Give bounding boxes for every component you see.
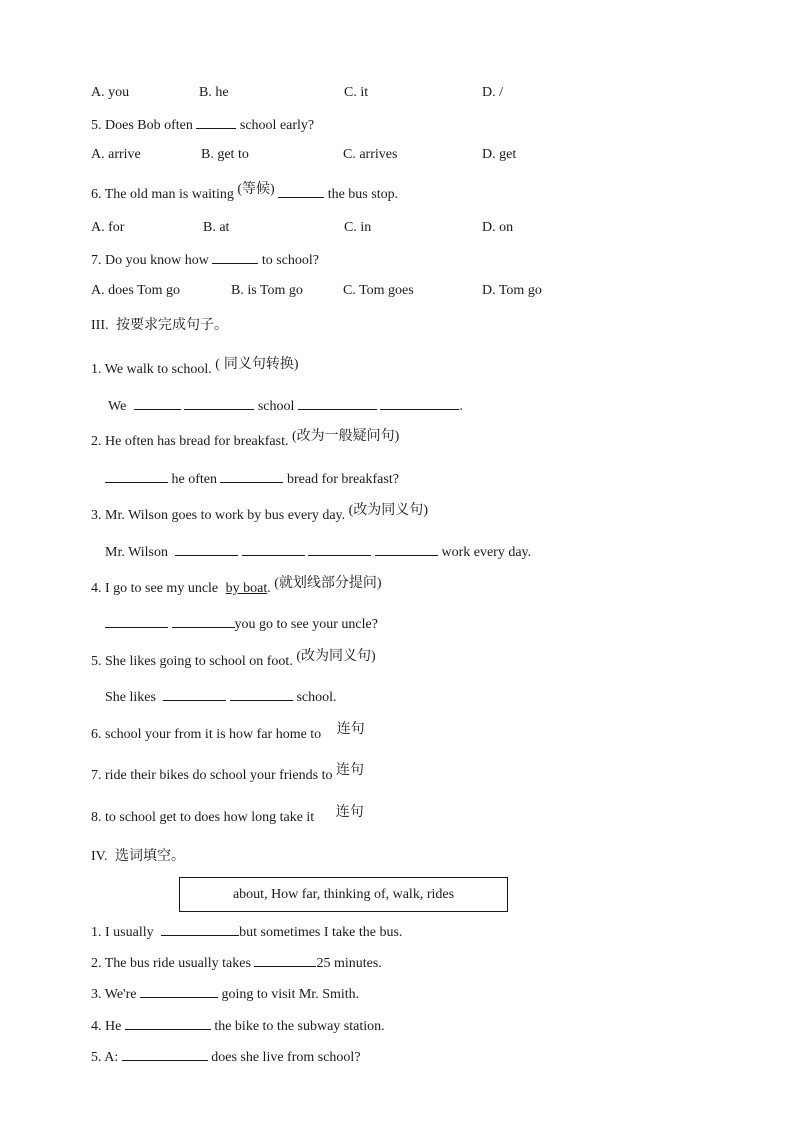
option-a: A. you (91, 85, 130, 100)
option-c: C. it (344, 85, 369, 100)
answer-blank[interactable] (254, 953, 316, 967)
question-text: going to visit Mr. Smith. (221, 987, 360, 1002)
option-b: B. is Tom go (231, 283, 303, 298)
chinese-hint: 改为同义句 (353, 502, 424, 518)
answer-blank[interactable] (163, 687, 226, 701)
answer-word: bread for breakfast? (286, 472, 399, 487)
option-a: A. for (91, 220, 125, 235)
chinese-hint: 连句 (336, 721, 365, 737)
answer-blank[interactable] (175, 542, 238, 556)
chinese-hint: 同义句转换 (223, 356, 294, 372)
section-4-heading (91, 847, 185, 866)
answer-blank[interactable] (172, 614, 235, 628)
chinese-hint: 就划线部分提问 (278, 575, 377, 591)
question-text: 4. He (91, 1019, 122, 1034)
question-6: 6. The old man is waiting (等候) the bus stop. (91, 181, 399, 202)
s3-question-7 (91, 762, 364, 785)
s4-question-1 (91, 922, 402, 942)
answer-blank[interactable] (134, 396, 181, 410)
answer-blank[interactable] (140, 984, 218, 998)
answer-word: Mr. Wilson (105, 545, 168, 560)
answer-blank[interactable] (230, 687, 293, 701)
answer-blank[interactable] (161, 922, 239, 936)
option-d: D. get (482, 147, 517, 162)
question-text: 5. She likes going to school on foot. (91, 654, 293, 669)
question-text: but sometimes I take the bus. (239, 925, 403, 940)
answer-word: She likes (105, 690, 156, 705)
option-b: B. he (199, 85, 229, 100)
question-text: 6. The old man is waiting (91, 187, 234, 202)
answer-blank[interactable] (308, 542, 371, 556)
answer-word: you go to see your uncle? (234, 617, 378, 632)
question-text: 3. Mr. Wilson goes to work by bus every day. (91, 508, 346, 523)
chinese-hint: 等候 (242, 181, 271, 197)
s3-answer-1: We school . (108, 396, 463, 416)
chinese-hint: 改为一般疑问句 (296, 428, 395, 444)
answer-blank[interactable] (375, 542, 438, 556)
answer-blank[interactable] (242, 542, 305, 556)
answer-blank[interactable] (380, 396, 459, 410)
answer-blank[interactable] (125, 1016, 211, 1030)
answer-blank[interactable] (196, 115, 236, 129)
answer-blank[interactable] (105, 614, 168, 628)
question-text: 3. We're (91, 987, 137, 1002)
question-text: 7. ride their bikes do school your friends to (91, 768, 333, 783)
answer-blank[interactable] (278, 184, 324, 198)
question-text: 1. I usually (91, 925, 154, 940)
s4-question-3 (91, 984, 359, 1004)
s4-question-5 (91, 1047, 361, 1067)
word-bank-box: about, How far, thinking of, walk, rides (179, 877, 508, 912)
s4-question-2 (91, 953, 382, 973)
chinese-hint: 改为同义句 (301, 648, 371, 664)
s3-question-1: 1. We walk to school. ( 同义句转换) (91, 356, 299, 377)
option-c: C. in (344, 220, 372, 235)
s3-answer-4 (105, 614, 378, 634)
question-text: 1. We walk to school. (91, 362, 212, 377)
section-number: III. (91, 318, 109, 333)
s3-answer-3 (105, 542, 531, 562)
option-c: C. arrives (343, 147, 398, 162)
question-text: 4. I go to see my uncle (91, 581, 219, 596)
question-text: 8. to school get to does how long take it (91, 810, 315, 825)
question-text: 5. Does Bob often (91, 118, 193, 133)
chinese-hint: 连句 (335, 804, 364, 820)
underlined-phrase: by boat (225, 581, 268, 596)
answer-blank[interactable] (105, 469, 168, 483)
option-b: B. at (203, 220, 230, 235)
answer-word: We (108, 399, 127, 414)
answer-word: school (257, 399, 295, 414)
section-number: IV. (91, 849, 108, 864)
question-text: 2. He often has bread for breakfast. (91, 434, 289, 449)
question-7 (91, 250, 319, 270)
s3-question-2: 2. He often has bread for breakfast. (改为一般疑问句) (91, 428, 400, 449)
section-3-heading (91, 316, 228, 335)
s3-answer-5 (105, 687, 337, 707)
question-text: the bus stop. (327, 187, 399, 202)
section-title: 按要求完成句子。 (116, 317, 228, 333)
option-d: D. / (482, 85, 503, 100)
answer-word: work every day. (441, 545, 532, 560)
chinese-hint: 连句 (335, 762, 364, 778)
s3-question-6 (91, 721, 365, 744)
option-b: B. get to (201, 147, 249, 162)
s3-question-5: 5. She likes going to school on foot. (改为同义句) (91, 648, 376, 669)
question-text: the bike to the subway station. (214, 1019, 385, 1034)
section-title: 选词填空。 (114, 848, 185, 864)
answer-blank[interactable] (212, 250, 258, 264)
option-d: D. Tom go (482, 283, 542, 298)
question-text: 7. Do you know how (91, 253, 209, 268)
s3-question-8 (91, 804, 364, 827)
option-a: A. arrive (91, 147, 141, 162)
option-c: C. Tom goes (343, 283, 414, 298)
question-text: 5. A: (91, 1050, 119, 1065)
answer-word: he often (171, 472, 217, 487)
question-text: does she live from school? (211, 1050, 361, 1065)
question-text: 25 minutes. (316, 956, 382, 971)
question-text: school early? (239, 118, 315, 133)
s3-question-4: 4. I go to see my uncle by boat. (就划线部分提问) (91, 575, 382, 596)
question-text: 6. school your from it is how far home to (91, 727, 322, 742)
s3-question-3: 3. Mr. Wilson goes to work by bus every day. (改为同义句) (91, 502, 428, 523)
answer-blank[interactable] (122, 1047, 208, 1061)
answer-word: school. (296, 690, 337, 705)
option-d: D. on (482, 220, 514, 235)
question-text: to school? (261, 253, 319, 268)
answer-blank[interactable] (220, 469, 283, 483)
question-5 (91, 115, 314, 135)
s4-question-4 (91, 1016, 385, 1036)
answer-blank[interactable] (184, 396, 254, 410)
answer-blank[interactable] (298, 396, 377, 410)
s3-answer-2 (105, 469, 399, 489)
question-text: 2. The bus ride usually takes (91, 956, 251, 971)
option-a: A. does Tom go (91, 283, 180, 298)
